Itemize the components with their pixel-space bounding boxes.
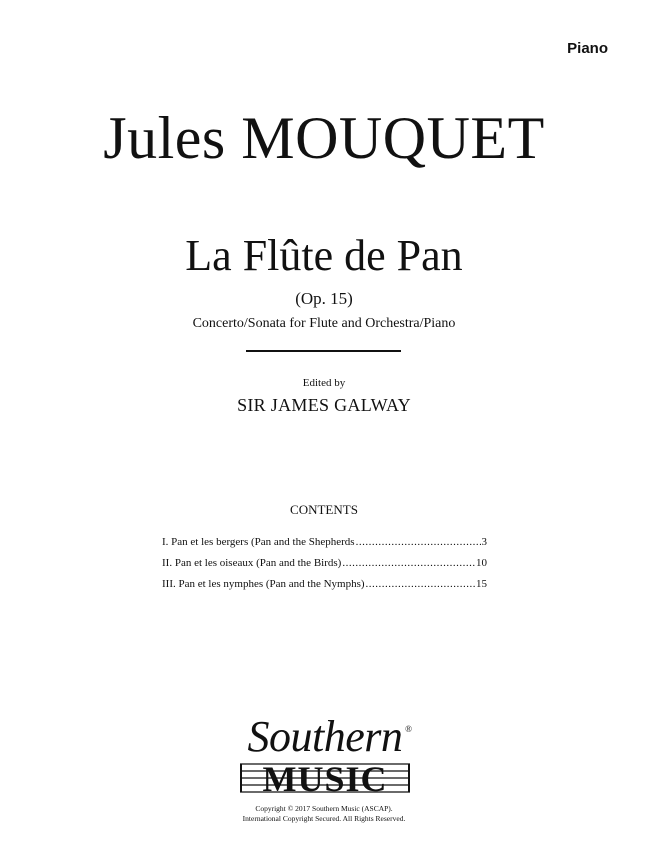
toc-entry[interactable] bbox=[162, 578, 487, 599]
composer-name: Jules MOUQUET bbox=[103, 105, 545, 171]
toc-entry[interactable] bbox=[162, 557, 487, 578]
table-of-contents bbox=[162, 536, 487, 599]
opus-number: (Op. 15) bbox=[295, 289, 353, 308]
work-title: La Flûte de Pan bbox=[185, 231, 463, 280]
toc-leader-dots bbox=[366, 578, 475, 590]
toc-entry-page: 3 bbox=[481, 536, 487, 548]
toc-entry-label: II. Pan et les oiseaux (Pan and the Birds) bbox=[162, 557, 342, 569]
copyright-line-2: International Copyright Secured. All Rights Reserved. bbox=[242, 814, 406, 823]
toc-leader-dots bbox=[342, 557, 475, 569]
toc-entry-page: 15 bbox=[476, 578, 487, 590]
toc-entry-label: I. Pan et les bergers (Pan and the Shepherds bbox=[162, 536, 355, 548]
copyright-notice bbox=[0, 804, 648, 824]
registered-mark: ® bbox=[405, 724, 412, 734]
contents-heading: CONTENTS bbox=[290, 502, 358, 517]
editor-name: SIR JAMES GALWAY bbox=[237, 395, 411, 415]
edited-by-label: Edited by bbox=[302, 377, 346, 389]
work-subtitle: Concerto/Sonata for Flute and Orchestra/Piano bbox=[192, 316, 456, 331]
divider-rule bbox=[246, 350, 401, 352]
toc-entry-label: III. Pan et les nymphes (Pan and the Nymphs) bbox=[162, 578, 365, 590]
logo-wordmark-top: Southern bbox=[247, 712, 403, 761]
toc-entry[interactable] bbox=[162, 536, 487, 557]
publisher-logo bbox=[234, 712, 416, 798]
toc-leader-dots bbox=[356, 536, 481, 548]
logo-wordmark-bottom: MUSIC bbox=[262, 759, 388, 799]
toc-entry-page: 10 bbox=[476, 557, 487, 569]
copyright-line-1: Copyright © 2017 Southern Music (ASCAP). bbox=[255, 804, 393, 813]
instrument-part-label: Piano bbox=[567, 40, 608, 57]
logo-staff-block bbox=[240, 759, 410, 799]
